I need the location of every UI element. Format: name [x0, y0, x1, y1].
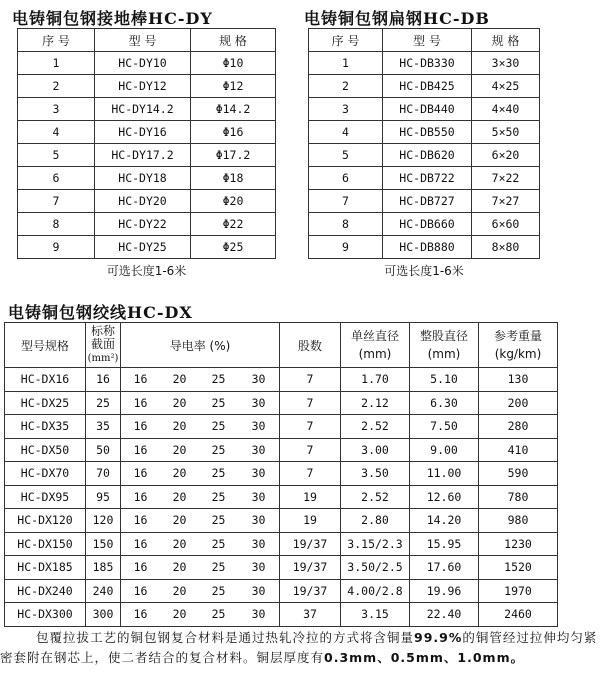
dx-cell-cond16: 16 — [121, 532, 161, 556]
db-row — [309, 121, 540, 144]
dy-row — [18, 236, 276, 259]
dx-cell-weight: 1970 — [479, 579, 558, 603]
db-footer: 可选长度1-6米 — [309, 259, 540, 282]
dx-cell-wire-dia: 3.00 — [341, 438, 410, 462]
dx-cell-cond16: 16 — [121, 556, 161, 580]
db-cell-model: HC-DB620 — [383, 144, 472, 167]
dy-cell-spec: Φ25 — [191, 236, 276, 259]
dx-cell-cond20: 20 — [160, 509, 199, 533]
dx-cell-cond25: 25 — [199, 415, 238, 439]
dx-cell-section: 95 — [86, 485, 121, 509]
dx-cell-cond20: 20 — [160, 603, 199, 627]
dy-header-cell: 序 号 — [18, 29, 95, 52]
db-header-row — [309, 29, 540, 52]
dx-cell-cond25: 25 — [199, 391, 238, 415]
dx-cell-cond20: 20 — [160, 532, 199, 556]
dy-cell-model: HC-DY14.2 — [95, 98, 191, 121]
dx-cell-wire-dia: 2.52 — [341, 415, 410, 439]
description-paragraph — [0, 628, 600, 668]
dy-row — [18, 75, 276, 98]
dx-header-section-line2: 截面 — [90, 337, 115, 351]
db-cell-spec: 8×80 — [472, 236, 540, 259]
dx-cell-cond25: 25 — [199, 438, 238, 462]
dx-cell-strands: 37 — [280, 603, 341, 627]
dx-cell-strand-dia: 15.95 — [410, 532, 479, 556]
dx-cell-strand-dia: 9.00 — [410, 438, 479, 462]
db-cell-spec: 7×27 — [472, 190, 540, 213]
db-table — [308, 28, 540, 281]
dy-footer-row — [18, 259, 276, 282]
db-row — [309, 52, 540, 75]
dx-cell-strands: 7 — [280, 391, 341, 415]
db-cell-no: 5 — [309, 144, 383, 167]
dx-cell-cond30: 30 — [238, 532, 280, 556]
dx-cell-cond16: 16 — [121, 462, 161, 486]
dx-title: 电铸铜包钢绞线HC-DX — [8, 303, 193, 322]
dx-row — [5, 579, 558, 603]
dy-cell-model: HC-DY18 — [95, 167, 191, 190]
dy-header-cell: 规 格 — [191, 29, 276, 52]
dx-cell-cond25: 25 — [199, 509, 238, 533]
dy-footer: 可选长度1-6米 — [18, 259, 276, 282]
dx-cell-model: HC-DX35 — [5, 415, 86, 439]
db-cell-spec: 4×40 — [472, 98, 540, 121]
dx-body — [5, 368, 558, 627]
dy-cell-model: HC-DY17.2 — [95, 144, 191, 167]
db-cell-no: 9 — [309, 236, 383, 259]
dx-cell-wire-dia: 2.52 — [341, 485, 410, 509]
dx-row — [5, 415, 558, 439]
dx-cell-model: HC-DX16 — [5, 368, 86, 392]
dx-cell-strands: 7 — [280, 438, 341, 462]
description-copper-content: 99.9% — [414, 630, 463, 645]
dx-cell-cond16: 16 — [121, 438, 161, 462]
dx-cell-section: 300 — [86, 603, 121, 627]
db-row — [309, 144, 540, 167]
dx-row — [5, 509, 558, 533]
description-thickness-values: 0.3mm、0.5mm、1.0mm。 — [324, 650, 525, 665]
dx-cell-cond20: 20 — [160, 368, 199, 392]
dx-cell-cond16: 16 — [121, 509, 161, 533]
dx-cell-wire-dia: 3.15/2.3 — [341, 532, 410, 556]
db-row — [309, 75, 540, 98]
dx-cell-cond16: 16 — [121, 603, 161, 627]
dx-header-weight — [479, 323, 558, 368]
dx-cell-wire-dia: 1.70 — [341, 368, 410, 392]
dx-cell-model: HC-DX150 — [5, 532, 86, 556]
dx-cell-strand-dia: 6.30 — [410, 391, 479, 415]
db-cell-no: 4 — [309, 121, 383, 144]
dy-cell-model: HC-DY10 — [95, 52, 191, 75]
dx-cell-strand-dia: 19.96 — [410, 579, 479, 603]
dx-cell-cond20: 20 — [160, 415, 199, 439]
dx-cell-model: HC-DX25 — [5, 391, 86, 415]
db-header-cell: 型 号 — [383, 29, 472, 52]
db-cell-no: 7 — [309, 190, 383, 213]
dx-cell-cond25: 25 — [199, 368, 238, 392]
db-cell-no: 8 — [309, 213, 383, 236]
dx-cell-section: 25 — [86, 391, 121, 415]
dx-cell-strands: 7 — [280, 368, 341, 392]
db-row — [309, 236, 540, 259]
dy-row — [18, 167, 276, 190]
dx-cell-strand-dia: 12.60 — [410, 485, 479, 509]
db-cell-model: HC-DB722 — [383, 167, 472, 190]
dx-header-weight-line1: 参考重量 — [493, 329, 542, 343]
dx-row — [5, 438, 558, 462]
dx-table — [4, 322, 558, 627]
dx-cell-model: HC-DX120 — [5, 509, 86, 533]
dx-cell-model: HC-DX70 — [5, 462, 86, 486]
dy-cell-no: 6 — [18, 167, 95, 190]
dx-cell-cond25: 25 — [199, 579, 238, 603]
dx-cell-wire-dia: 2.12 — [341, 391, 410, 415]
dx-cell-cond20: 20 — [160, 391, 199, 415]
dx-cell-strand-dia: 11.00 — [410, 462, 479, 486]
dy-cell-spec: Φ17.2 — [191, 144, 276, 167]
dx-cell-strands: 19/37 — [280, 532, 341, 556]
db-body — [309, 52, 540, 259]
db-cell-spec: 6×20 — [472, 144, 540, 167]
db-cell-no: 2 — [309, 75, 383, 98]
dy-body — [18, 52, 276, 259]
dx-cell-section: 240 — [86, 579, 121, 603]
dx-header-conductivity: 导电率 (%) — [121, 323, 280, 368]
db-cell-spec: 7×22 — [472, 167, 540, 190]
dy-row — [18, 52, 276, 75]
dx-header-strand-dia-line1: 整股直径 — [419, 329, 468, 343]
dx-header-strand-dia-line2: (mm) — [427, 347, 461, 361]
dy-cell-no: 4 — [18, 121, 95, 144]
dx-row — [5, 391, 558, 415]
dy-header-cell: 型 号 — [95, 29, 191, 52]
dx-header-model: 型号规格 — [5, 323, 86, 368]
dx-cell-section: 16 — [86, 368, 121, 392]
description-part1: 包覆拉拔工艺的铜包钢复合材料是通过热轧冷拉的方式将含铜量 — [36, 630, 415, 645]
dx-header-row — [5, 323, 558, 368]
db-cell-model: HC-DB550 — [383, 121, 472, 144]
dx-cell-cond25: 25 — [199, 462, 238, 486]
dx-header-section — [86, 323, 121, 368]
dy-cell-model: HC-DY22 — [95, 213, 191, 236]
dy-header-row — [18, 29, 276, 52]
db-cell-model: HC-DB330 — [383, 52, 472, 75]
dx-cell-section: 35 — [86, 415, 121, 439]
dy-cell-spec: Φ10 — [191, 52, 276, 75]
dx-cell-weight: 980 — [479, 509, 558, 533]
db-cell-no: 6 — [309, 167, 383, 190]
dx-header-section-line3: (mm²) — [87, 353, 119, 364]
description-part3: 的铜管经过拉伸均匀紧密套附在钢芯上，使二者结合的复合材料。铜层厚度有 — [0, 630, 598, 665]
dx-cell-cond16: 16 — [121, 368, 161, 392]
db-row — [309, 98, 540, 121]
dx-cell-cond30: 30 — [238, 462, 280, 486]
dx-cell-cond25: 25 — [199, 485, 238, 509]
dy-table — [17, 28, 276, 281]
dx-row — [5, 462, 558, 486]
db-cell-model: HC-DB727 — [383, 190, 472, 213]
dx-cell-cond30: 30 — [238, 509, 280, 533]
dx-cell-cond30: 30 — [238, 556, 280, 580]
dx-row — [5, 556, 558, 580]
db-row — [309, 190, 540, 213]
dx-cell-weight: 410 — [479, 438, 558, 462]
dx-cell-weight: 2460 — [479, 603, 558, 627]
dx-cell-strand-dia: 22.40 — [410, 603, 479, 627]
db-cell-no: 3 — [309, 98, 383, 121]
dx-header-strands: 股数 — [280, 323, 341, 368]
dy-cell-model: HC-DY25 — [95, 236, 191, 259]
db-cell-no: 1 — [309, 52, 383, 75]
dx-cell-cond16: 16 — [121, 391, 161, 415]
dx-cell-strands: 19/37 — [280, 556, 341, 580]
dx-header-section-line1: 标称 — [90, 324, 115, 338]
dx-cell-section: 150 — [86, 532, 121, 556]
dx-cell-model: HC-DX185 — [5, 556, 86, 580]
dx-cell-strand-dia: 5.10 — [410, 368, 479, 392]
db-row — [309, 167, 540, 190]
dx-cell-cond20: 20 — [160, 485, 199, 509]
dx-cell-strands: 19 — [280, 509, 341, 533]
dx-cell-cond25: 25 — [199, 603, 238, 627]
dx-cell-wire-dia: 4.00/2.8 — [341, 579, 410, 603]
db-header-cell: 序 号 — [309, 29, 383, 52]
dx-cell-cond30: 30 — [238, 438, 280, 462]
dx-cell-wire-dia: 2.80 — [341, 509, 410, 533]
dy-cell-spec: Φ12 — [191, 75, 276, 98]
dx-cell-model: HC-DX50 — [5, 438, 86, 462]
dx-cell-cond30: 30 — [238, 368, 280, 392]
db-footer-row — [309, 259, 540, 282]
dx-cell-strands: 7 — [280, 462, 341, 486]
dy-cell-spec: Φ16 — [191, 121, 276, 144]
dx-cell-section: 120 — [86, 509, 121, 533]
dx-cell-weight: 780 — [479, 485, 558, 509]
dx-cell-strands: 19 — [280, 485, 341, 509]
dy-cell-no: 3 — [18, 98, 95, 121]
dx-cell-strands: 19/37 — [280, 579, 341, 603]
dx-cell-section: 50 — [86, 438, 121, 462]
dy-row — [18, 121, 276, 144]
dx-row — [5, 368, 558, 392]
dx-cell-weight: 1230 — [479, 532, 558, 556]
dx-cell-weight: 200 — [479, 391, 558, 415]
dy-cell-spec: Φ20 — [191, 190, 276, 213]
dy-row — [18, 144, 276, 167]
dx-row — [5, 485, 558, 509]
dx-cell-cond16: 16 — [121, 485, 161, 509]
dx-cell-model: HC-DX240 — [5, 579, 86, 603]
db-cell-spec: 5×50 — [472, 121, 540, 144]
dx-cell-model: HC-DX95 — [5, 485, 86, 509]
dx-cell-cond16: 16 — [121, 415, 161, 439]
dy-cell-no: 1 — [18, 52, 95, 75]
db-row — [309, 213, 540, 236]
dy-cell-no: 2 — [18, 75, 95, 98]
dy-cell-model: HC-DY16 — [95, 121, 191, 144]
db-cell-model: HC-DB440 — [383, 98, 472, 121]
dy-cell-spec: Φ18 — [191, 167, 276, 190]
dy-cell-no: 5 — [18, 144, 95, 167]
dx-cell-strand-dia: 7.50 — [410, 415, 479, 439]
dx-cell-cond16: 16 — [121, 579, 161, 603]
dx-cell-strands: 7 — [280, 415, 341, 439]
dx-cell-cond30: 30 — [238, 485, 280, 509]
dx-cell-cond20: 20 — [160, 556, 199, 580]
dx-cell-cond20: 20 — [160, 579, 199, 603]
dy-cell-model: HC-DY20 — [95, 190, 191, 213]
dx-cell-strand-dia: 17.60 — [410, 556, 479, 580]
dx-header-weight-line2: (kg/km) — [494, 347, 542, 361]
dx-header-strand-dia — [410, 323, 479, 368]
dy-cell-spec: Φ22 — [191, 213, 276, 236]
dx-cell-cond20: 20 — [160, 462, 199, 486]
db-cell-spec: 3×30 — [472, 52, 540, 75]
dx-cell-cond20: 20 — [160, 438, 199, 462]
dx-cell-wire-dia: 3.50/2.5 — [341, 556, 410, 580]
dy-row — [18, 213, 276, 236]
dx-cell-weight: 280 — [479, 415, 558, 439]
dx-cell-strand-dia: 14.20 — [410, 509, 479, 533]
dy-cell-no: 7 — [18, 190, 95, 213]
dx-cell-wire-dia: 3.15 — [341, 603, 410, 627]
dy-cell-no: 9 — [18, 236, 95, 259]
dx-cell-model: HC-DX300 — [5, 603, 86, 627]
dy-title: 电铸铜包钢接地棒HC-DY — [12, 9, 213, 28]
dx-cell-section: 70 — [86, 462, 121, 486]
dy-row — [18, 190, 276, 213]
dx-cell-cond25: 25 — [199, 556, 238, 580]
dy-cell-spec: Φ14.2 — [191, 98, 276, 121]
dx-header-wire-dia-line1: 单丝直径 — [350, 329, 399, 343]
db-cell-model: HC-DB425 — [383, 75, 472, 98]
dy-cell-model: HC-DY12 — [95, 75, 191, 98]
dx-cell-weight: 590 — [479, 462, 558, 486]
db-cell-spec: 4×25 — [472, 75, 540, 98]
db-header-cell: 规 格 — [472, 29, 540, 52]
dx-header-wire-dia — [341, 323, 410, 368]
db-title: 电铸铜包钢扁钢HC-DB — [304, 9, 490, 28]
db-cell-spec: 6×60 — [472, 213, 540, 236]
db-cell-model: HC-DB880 — [383, 236, 472, 259]
dx-row — [5, 532, 558, 556]
dx-row — [5, 603, 558, 627]
dx-cell-cond30: 30 — [238, 579, 280, 603]
dx-cell-weight: 130 — [479, 368, 558, 392]
dx-cell-wire-dia: 3.50 — [341, 462, 410, 486]
dx-header-wire-dia-line2: (mm) — [358, 347, 392, 361]
db-cell-model: HC-DB660 — [383, 213, 472, 236]
dx-cell-cond30: 30 — [238, 603, 280, 627]
dy-row — [18, 98, 276, 121]
dx-cell-weight: 1520 — [479, 556, 558, 580]
dx-cell-cond25: 25 — [199, 532, 238, 556]
dy-cell-no: 8 — [18, 213, 95, 236]
dx-cell-section: 185 — [86, 556, 121, 580]
dx-cell-cond30: 30 — [238, 415, 280, 439]
dx-cell-cond30: 30 — [238, 391, 280, 415]
